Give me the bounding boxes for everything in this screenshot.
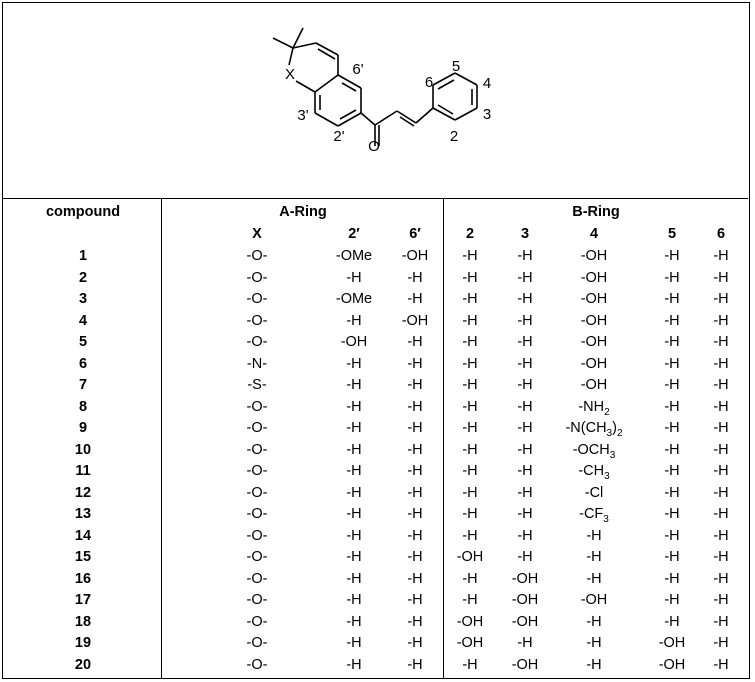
- cell-3: -H: [517, 312, 533, 329]
- structure-drawing: [3, 3, 748, 198]
- cell-2-prime: -H: [346, 312, 362, 329]
- subheader-x: X: [252, 226, 262, 242]
- cell-x: -O-: [246, 506, 268, 522]
- cell-5: -OH: [658, 656, 686, 673]
- cell-6-prime: -H: [407, 269, 423, 286]
- cell-6: -H: [713, 656, 729, 673]
- cell-6: -H: [713, 549, 729, 565]
- cell-2: -H: [462, 506, 478, 522]
- cell-4: -OH: [580, 312, 608, 329]
- cell-6-prime: -H: [407, 527, 423, 544]
- cell-compound: 9: [78, 420, 88, 436]
- cell-x: -S-: [247, 377, 267, 393]
- subheader-3: 3: [520, 226, 530, 242]
- cell-x: -N-: [246, 355, 268, 372]
- position-label-2: 2: [449, 128, 459, 145]
- cell-3: -H: [517, 463, 533, 479]
- cell-compound: 17: [74, 592, 92, 608]
- cell-2-prime: -H: [346, 484, 362, 501]
- cell-6-prime: -OH: [401, 312, 429, 329]
- cell-3: -H: [517, 441, 533, 458]
- cell-compound: 1: [78, 248, 88, 264]
- cell-x: -O-: [246, 484, 268, 501]
- cell-6: -H: [713, 506, 729, 522]
- cell-2: -H: [462, 355, 478, 372]
- subheader-6-prime: 6′: [409, 226, 421, 242]
- cell-compound: 11: [75, 463, 91, 479]
- cell-compound: 13: [74, 506, 92, 522]
- cell-4: -OH: [580, 592, 608, 608]
- cell-4: -OH: [580, 355, 608, 372]
- atom-label-o: O: [368, 138, 380, 155]
- cell-4: -H: [586, 613, 602, 630]
- header-b-ring: B-Ring: [572, 204, 620, 220]
- cell-5: -H: [664, 420, 680, 436]
- cell-4: $-OCH_3$: [572, 441, 616, 461]
- cell-compound: 5: [78, 334, 88, 350]
- cell-3: -OH: [511, 613, 539, 630]
- cell-2-prime: -H: [346, 441, 362, 458]
- cell-6: -H: [713, 613, 729, 630]
- cell-6-prime: -OH: [401, 248, 429, 264]
- cell-5: -H: [664, 463, 680, 479]
- cell-2: -OH: [456, 549, 484, 565]
- cell-2-prime: -H: [346, 506, 362, 522]
- cell-4: -H: [586, 527, 602, 544]
- position-label-2p: 2': [333, 128, 345, 145]
- cell-x: -O-: [246, 527, 268, 544]
- cell-x: -O-: [246, 592, 268, 608]
- chalcone-structure: [3, 3, 748, 198]
- cell-3: -H: [517, 248, 533, 264]
- cell-6-prime: -H: [407, 484, 423, 501]
- cell-4: -H: [586, 656, 602, 673]
- cell-compound: 20: [74, 656, 92, 673]
- cell-5: -H: [664, 248, 680, 264]
- cell-2: -OH: [456, 635, 484, 651]
- cell-4: -OH: [580, 269, 608, 286]
- column-divider-a-ring: [443, 198, 444, 678]
- cell-3: -H: [517, 269, 533, 286]
- cell-2: -OH: [456, 613, 484, 630]
- cell-x: -O-: [246, 549, 268, 565]
- header-a-ring: A-Ring: [279, 204, 327, 220]
- cell-4: $-N(CH_3)_2$: [565, 420, 623, 439]
- cell-2: -H: [462, 334, 478, 350]
- cell-2-prime: -H: [346, 355, 362, 372]
- subheader-2-prime: 2′: [348, 226, 360, 242]
- cell-6: -H: [713, 377, 729, 393]
- cell-3: -H: [517, 484, 533, 501]
- subheader-5: 5: [667, 226, 677, 242]
- cell-2: -H: [462, 592, 478, 608]
- cell-2-prime: -OMe: [335, 291, 373, 307]
- cell-5: -H: [664, 334, 680, 350]
- cell-5: -H: [664, 441, 680, 458]
- cell-x: -O-: [246, 441, 268, 458]
- cell-2-prime: -H: [346, 420, 362, 436]
- cell-x: -O-: [246, 248, 268, 264]
- cell-2: -H: [462, 377, 478, 393]
- cell-6-prime: -H: [407, 355, 423, 372]
- cell-6-prime: -H: [407, 635, 423, 651]
- cell-2: -H: [462, 570, 478, 587]
- cell-compound: 8: [78, 398, 88, 415]
- cell-6: -H: [713, 355, 729, 372]
- cell-6-prime: -H: [407, 441, 423, 458]
- cell-2-prime: -H: [346, 592, 362, 608]
- cell-2-prime: -OMe: [335, 248, 373, 264]
- cell-x: -O-: [246, 269, 268, 286]
- cell-4: -Cl: [584, 484, 604, 501]
- cell-6: -H: [713, 312, 729, 329]
- cell-6: -H: [713, 463, 729, 479]
- position-label-3p: 3': [297, 107, 309, 124]
- cell-4: -H: [586, 549, 602, 565]
- cell-6: -H: [713, 269, 729, 286]
- cell-compound: 19: [74, 635, 92, 651]
- cell-5: -H: [664, 269, 680, 286]
- subheader-2: 2: [465, 226, 475, 242]
- cell-6: -H: [713, 441, 729, 458]
- cell-6: -H: [713, 635, 729, 651]
- cell-3: -H: [517, 334, 533, 350]
- cell-3: -OH: [511, 592, 539, 608]
- cell-2: -H: [462, 463, 478, 479]
- cell-6-prime: -H: [407, 398, 423, 415]
- cell-x: -O-: [246, 570, 268, 587]
- cell-2-prime: -H: [346, 527, 362, 544]
- cell-5: -H: [664, 377, 680, 393]
- position-label-6: 6: [424, 74, 434, 91]
- cell-5: -H: [664, 592, 680, 608]
- cell-3: -H: [517, 291, 533, 307]
- cell-3: -H: [517, 377, 533, 393]
- cell-2-prime: -H: [346, 570, 362, 587]
- cell-4: -H: [586, 570, 602, 587]
- cell-3: -H: [517, 635, 533, 651]
- cell-x: -O-: [246, 312, 268, 329]
- cell-compound: 18: [74, 613, 92, 630]
- cell-6: -H: [713, 527, 729, 544]
- cell-6-prime: -H: [407, 570, 423, 587]
- header-compound: compound: [45, 204, 121, 220]
- cell-6: -H: [713, 334, 729, 350]
- cell-2-prime: -H: [346, 635, 362, 651]
- cell-2: -H: [462, 291, 478, 307]
- cell-x: -O-: [246, 613, 268, 630]
- cell-5: -H: [664, 506, 680, 522]
- cell-4: $-CF_3$: [579, 506, 609, 525]
- cell-6-prime: -H: [407, 291, 423, 307]
- cell-6-prime: -H: [407, 420, 423, 436]
- cell-6-prime: -H: [407, 377, 423, 393]
- cell-2-prime: -H: [346, 656, 362, 673]
- cell-compound: 10: [74, 441, 92, 458]
- cell-2-prime: -H: [346, 463, 362, 479]
- cell-6-prime: -H: [407, 656, 423, 673]
- cell-2: -H: [462, 312, 478, 329]
- cell-2: -H: [462, 420, 478, 436]
- cell-2-prime: -H: [346, 398, 362, 415]
- cell-3: -H: [517, 506, 533, 522]
- cell-3: -H: [517, 398, 533, 415]
- cell-6-prime: -H: [407, 334, 423, 350]
- cell-5: -H: [664, 527, 680, 544]
- table-frame: [2, 2, 750, 679]
- cell-4: $-NH_2$: [578, 398, 610, 418]
- cell-compound: 2: [78, 269, 88, 286]
- cell-4: -OH: [580, 248, 608, 264]
- cell-3: -H: [517, 355, 533, 372]
- cell-4: -OH: [580, 377, 608, 393]
- cell-4: -H: [586, 635, 602, 651]
- cell-6: -H: [713, 592, 729, 608]
- cell-5: -H: [664, 484, 680, 501]
- cell-3: -OH: [511, 570, 539, 587]
- cell-6-prime: -H: [407, 613, 423, 630]
- cell-3: -H: [517, 549, 533, 565]
- position-label-3: 3: [482, 106, 492, 123]
- cell-6-prime: -H: [407, 463, 423, 479]
- cell-2: -H: [462, 248, 478, 264]
- cell-compound: 14: [74, 527, 92, 544]
- cell-6: -H: [713, 484, 729, 501]
- header-divider: [3, 198, 748, 199]
- cell-compound: 15: [74, 549, 92, 565]
- cell-x: -O-: [246, 291, 268, 307]
- cell-6: -H: [713, 248, 729, 264]
- cell-6: -H: [713, 291, 729, 307]
- cell-2-prime: -OH: [340, 334, 368, 350]
- cell-3: -OH: [511, 656, 539, 673]
- cell-compound: 3: [78, 291, 88, 307]
- cell-x: -O-: [246, 420, 268, 436]
- cell-5: -H: [664, 613, 680, 630]
- cell-5: -H: [664, 312, 680, 329]
- cell-6-prime: -H: [407, 549, 423, 565]
- cell-4: -OH: [580, 334, 608, 350]
- cell-2: -H: [462, 269, 478, 286]
- cell-2-prime: -H: [346, 269, 362, 286]
- cell-5: -H: [664, 549, 680, 565]
- cell-6: -H: [713, 570, 729, 587]
- atom-label-x: X: [284, 66, 296, 83]
- cell-compound: 4: [78, 312, 88, 329]
- cell-2: -H: [462, 656, 478, 673]
- cell-6: -H: [713, 420, 729, 436]
- cell-6-prime: -H: [407, 506, 423, 522]
- cell-2: -H: [462, 441, 478, 458]
- column-divider-compound: [161, 198, 162, 678]
- cell-4: -OH: [580, 291, 608, 307]
- cell-x: -O-: [246, 334, 268, 350]
- cell-x: -O-: [246, 463, 268, 479]
- cell-2: -H: [462, 484, 478, 501]
- subheader-4: 4: [589, 226, 599, 242]
- cell-3: -H: [517, 527, 533, 544]
- cell-4: $-CH_3$: [578, 463, 610, 482]
- cell-6: -H: [713, 398, 729, 415]
- cell-x: -O-: [246, 398, 268, 415]
- cell-2: -H: [462, 527, 478, 544]
- position-label-5: 5: [451, 58, 461, 75]
- cell-x: -O-: [246, 635, 268, 651]
- cell-5: -H: [664, 291, 680, 307]
- cell-5: -H: [664, 570, 680, 587]
- cell-compound: 6: [78, 355, 88, 372]
- cell-2-prime: -H: [346, 549, 362, 565]
- cell-5: -H: [664, 398, 680, 415]
- position-label-4: 4: [482, 75, 492, 92]
- cell-compound: 7: [78, 377, 88, 393]
- position-label-6p: 6': [352, 61, 364, 78]
- cell-x: -O-: [246, 656, 268, 673]
- cell-3: -H: [517, 420, 533, 436]
- cell-2-prime: -H: [346, 377, 362, 393]
- cell-5: -H: [664, 355, 680, 372]
- cell-6-prime: -H: [407, 592, 423, 608]
- cell-2: -H: [462, 398, 478, 415]
- cell-2-prime: -H: [346, 613, 362, 630]
- cell-compound: 12: [74, 484, 92, 501]
- cell-compound: 16: [74, 570, 92, 587]
- subheader-6: 6: [716, 226, 726, 242]
- cell-5: -OH: [658, 635, 686, 651]
